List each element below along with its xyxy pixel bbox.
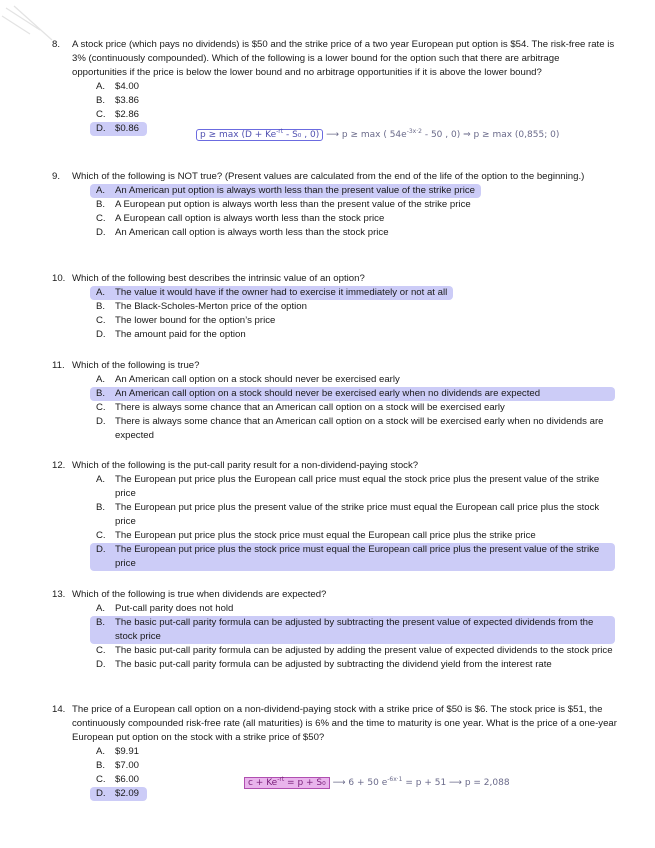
option-c: C. The basic put-call parity formula can be adjusted by adding the present value of expected dividends to the stock price <box>96 645 613 656</box>
option-d: D. $0.86 <box>52 122 617 136</box>
question-number: 8. <box>52 39 61 50</box>
option-a: A. An American put option is always worth less than the present value of the strike price <box>52 184 617 198</box>
option-a: A. Put-call parity does not hold <box>96 603 234 614</box>
question-text: Which of the following is true? <box>72 360 200 371</box>
option-a: A. $9.91 <box>96 746 140 757</box>
question-text: Which of the following is true when dividends are expected? <box>72 589 327 600</box>
option-d: D. The basic put-call parity formula can be adjusted by subtracting the dividend yield from the interest rate <box>96 659 552 670</box>
option-c: C. A European call option is always worth less than the stock price <box>96 213 385 224</box>
question-number: 14. <box>52 704 66 715</box>
option-d: D. An American call option is always worth less than the stock price <box>96 227 389 238</box>
question-text: A stock price (which pays no dividends) is $50 and the strike price of a two year European put option is $54. The risk-free rate is 3% (continuously compounded). Which of the following is a lower bound for the option such that there are arbitrage opportunities if the price is below the lower bound and no arbitrage opportunities if it is above the lower bound? <box>72 39 615 78</box>
question-9 <box>52 170 617 240</box>
option-c: C. $2.86 <box>96 109 140 120</box>
option-b: B. The European put price plus the present value of the strike price must equal the European call price plus the stock price <box>96 502 600 527</box>
question-number: 11. <box>52 360 65 371</box>
question-10 <box>52 272 617 342</box>
handwritten-annotation-q8: $p \ge \max (D + Ke^{-rt} - S_0$ , 0) ⟶ p ≥ max ( $54e^{-3x\cdot 2} - 50$ , 0) ⇒ p ≥ max (0,855; 0) <box>196 125 559 142</box>
option-b: B. A European put option is always worth less than the present value of the strike price <box>96 199 471 210</box>
option-b: B. $7.00 <box>96 760 140 771</box>
question-text: Which of the following is the put-call parity result for a non-dividend-paying stock? <box>72 460 419 471</box>
question-number: 13. <box>52 589 66 600</box>
option-b: B. The Black-Scholes-Merton price of the option <box>96 301 307 312</box>
option-d: D. The European put price plus the stock price must equal the European call price plus the present value of the strike price <box>90 543 615 571</box>
option-d: D. There is always some chance that an American call option on a stock will be exercised early when no dividends are expected <box>96 416 604 441</box>
option-a: A. The European put price plus the European call price must equal the stock price plus the present value of the strike price <box>96 474 600 499</box>
option-c: C. There is always some chance that an American call option on a stock will be exercised early <box>96 402 505 413</box>
question-12 <box>52 459 617 571</box>
option-a: A. $4.00 <box>96 81 140 92</box>
question-number: 12. <box>52 460 66 471</box>
option-a: A. An American call option on a stock should never be exercised early <box>96 374 400 385</box>
question-13 <box>52 588 617 672</box>
question-number: 9. <box>52 171 61 182</box>
option-a: A. The value it would have if the owner had to exercise it immediately or not at all <box>52 286 617 300</box>
option-b: B. An American call option on a stock should never be exercised early when no dividends are expected <box>90 387 615 401</box>
question-text: The price of a European call option on a non-dividend-paying stock with a strike price of $50 is $6. The stock price is $51, the continuously compounded risk-free rate (all maturities) is 6% and the time to maturity is one year. What is the price of a one-year European put option on the stock with a strike price of $50? <box>72 704 617 743</box>
question-text: Which of the following best describes the intrinsic value of an option? <box>72 273 365 284</box>
option-c: C. The lower bound for the option’s price <box>96 315 276 326</box>
question-number: 10. <box>52 273 66 284</box>
option-b: B. $3.86 <box>96 95 140 106</box>
handwritten-annotation-q14: $c + Ke^{-rt} = p + S_0$ ⟶ 6 + 50 $e^{-6x\cdot 1} = p + 51$ ⟶ p = 2,088 <box>244 773 510 790</box>
question-11 <box>52 359 617 443</box>
option-b: B. The basic put-call parity formula can be adjusted by subtracting the present value of expected dividends from the stock price <box>90 616 615 644</box>
question-text: Which of the following is NOT true? (Present values are calculated from the end of the life of the option to the beginning.) <box>72 171 585 182</box>
option-c: C. The European put price plus the stock price must equal the European call price plus the strike price <box>96 530 536 541</box>
question-8 <box>52 38 617 136</box>
option-d: D. The amount paid for the option <box>96 329 246 340</box>
option-d: D. $2.09 <box>52 787 617 801</box>
option-c: C. $6.00 <box>96 774 140 785</box>
